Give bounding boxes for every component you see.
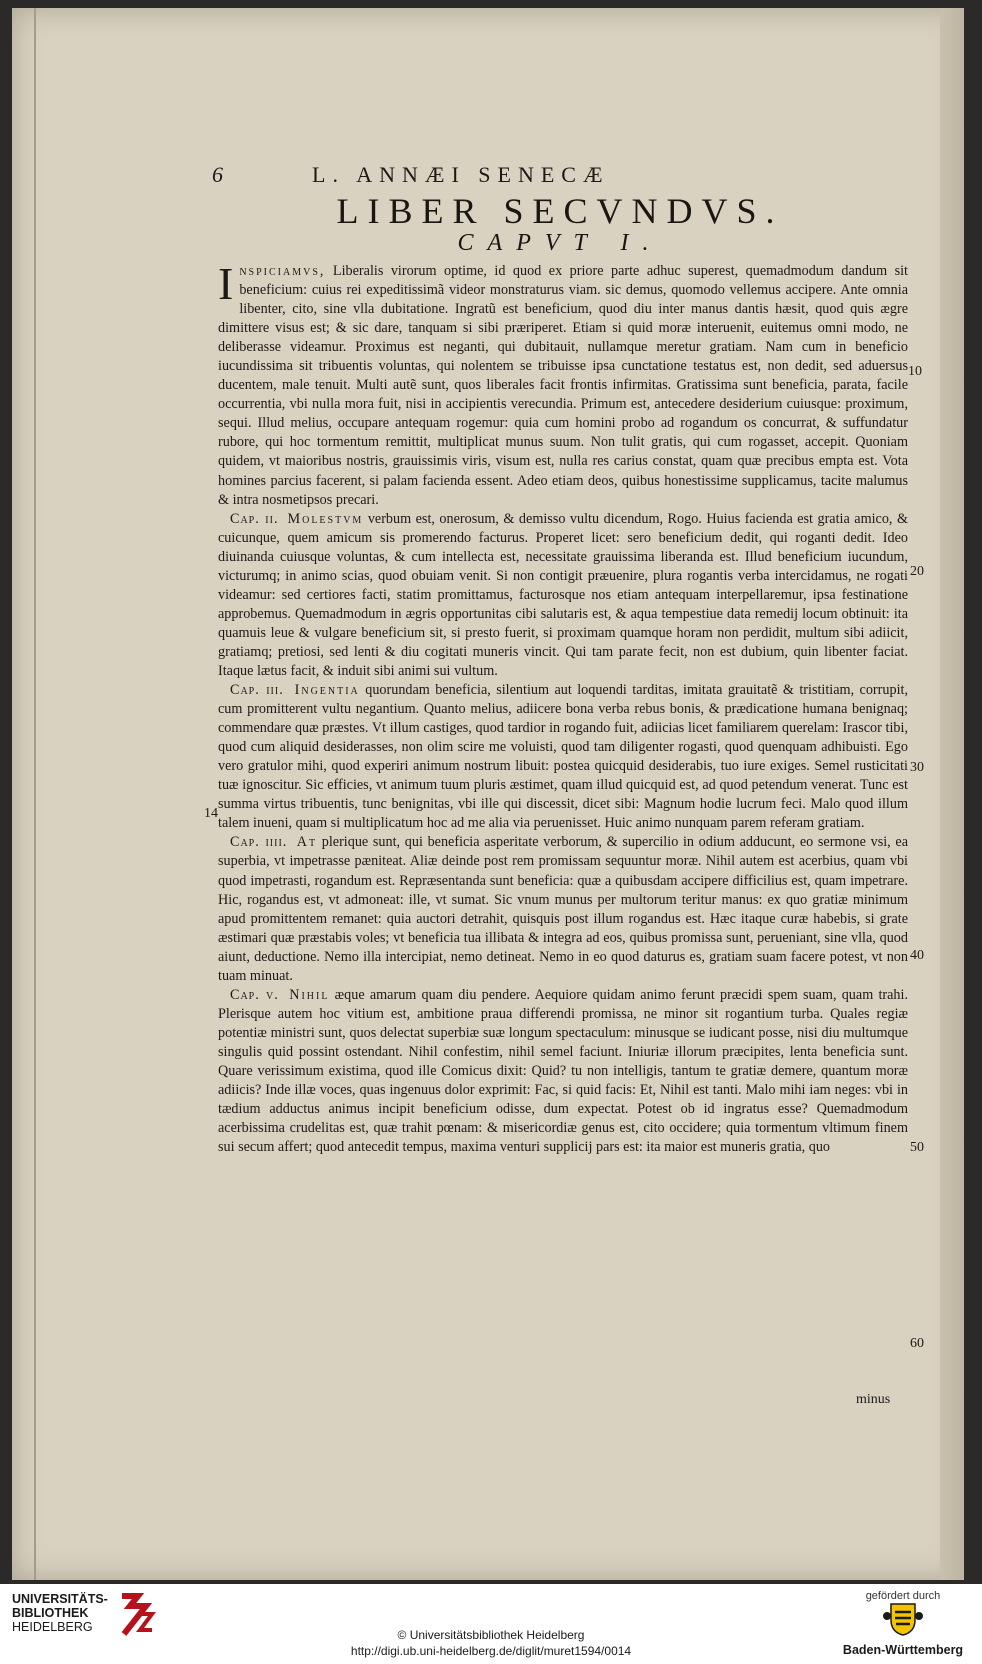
chapter-label: Cap. v.	[230, 986, 279, 1003]
library-name-line: UNIVERSITÄTS-	[12, 1592, 108, 1606]
chapter-label: Cap. iii.	[230, 682, 284, 699]
paragraph-incipit: Ingentia	[294, 682, 360, 699]
margin-line-number: 10	[908, 364, 922, 379]
paragraph-incipit: Nihil	[289, 986, 330, 1003]
sponsor-block[interactable]	[838, 1590, 968, 1657]
page-right-edge	[940, 8, 964, 1580]
paragraph-text: Liberalis virorum optime, id quod ex priore parte adhuc superest, quemadmodum dandum sit beneficium: cuius rei expeditissimã videor monstraturus viam. sic demus, quomodo vellemus accipere. Ante omnia libenter, cito, sine vlla dubitatione. Ingratũ est beneficium, quod diu inter manus dantis hæsit, quod quis ægre dimittere visus est; & sic dare, tanquam si sibi præriperet. Etiam si quid moræ interuenit, euitemus omni modo, ne deliberasse videamur. Proximus est neganti, qui dubitauit, nullamque meretur gratiam. Nam cum in beneficio iucundissima sit tribuentis voluntas, qui nolentem se tribuisse ipsa cunctatione testatus est, non dedit, sed aduersus ducentem, male tenuit. Multi autẽ sunt, quos liberales facit frontis infirmitas. Gratissima sunt beneficia, parata, facile occurrentia, vbi nulla mora fuit, nisi in accipientis verecundia. Primum est, antecedere desiderium cuiusque: proximum, sequi. Illud melius, occupare antequam rogemur: quia cum homini probo ad rogandum os concurrat, & suffundatur rubore, qui hoc tormentum remittit, multiplicat munus suum. Non tulit gratis, qui cum rogasset, accepit. Quoniam quidem, vt maioribus nostris, grauissimis viris, visum est, nulla res carius constat, quam quæ precibus empta est. Vota homines parcius facerent, si palam facienda essent. Adeo etiam deos, quibus honestissime supplicamus, tacite malumus & intra nosmetipsos precari.	[218, 263, 908, 508]
paragraph	[218, 681, 908, 833]
permalink[interactable]: http://digi.ub.uni-heidelberg.de/diglit/muret1594/0014	[350, 1644, 632, 1658]
state-name: Baden-Württemberg	[842, 1643, 964, 1657]
copyright-notice: © Universitätsbibliothek Heidelberg	[397, 1628, 585, 1642]
library-name-line: HEIDELBERG	[12, 1620, 93, 1634]
coat-of-arms-icon	[881, 1602, 925, 1636]
library-name-line: BIBLIOTHEK	[12, 1606, 89, 1620]
running-head-title: L. ANNÆI SENECÆ	[312, 162, 610, 187]
page-number: 6	[212, 162, 223, 187]
paragraph	[218, 986, 908, 1157]
margin-line-number: 30	[910, 760, 924, 775]
margin-line-number: 60	[910, 1336, 924, 1351]
paragraph-incipit: At	[296, 834, 318, 851]
paragraph	[218, 833, 908, 985]
paragraph	[218, 258, 908, 510]
chapter-label: Cap. iiii.	[230, 834, 288, 851]
paragraph-text: æque amarum quam diu pendere. Aequiore quidam animo ferunt præcidi spem suam, quam trahi. Plerisque autem hoc vitium est, ambitione praua differendi promissa, ne minor sit rogantium turba. Quales regiæ potentiæ ministri sunt, quos delectat superbiæ suæ longum spectaculum: minusque se iudicant posse, nisi diu multumque singulis quid possint ostendant. Nihil confestim, nihil semel faciunt. Iniuriæ illorum præcipites, lenta beneficia sunt. Quare verissimum existima, quod ille Comicus dixit: Quid? tu non intelligis, tantum te gratiæ demere, quantum moræ adiicis? Inde illæ voces, quas ingenuus dolor exprimit: Fac, si quid facis: Et, Nihil est tanti. Malo mihi iam neges: vbi in tædium adductus animus incipit beneficium odisse, dum expectat. Potest ob id ingratus esse? Quemadmodum acerbissima crudelitas est, quæ trahit pœnam: & misericordiæ genus est, cito occidere; quia tormentum vltimum finem sui secum affert; quod antecedit tempus, maxima venturi supplicij pars est: ita maior est muneris gratia, quo	[218, 986, 908, 1156]
margin-line-number: 20	[910, 564, 924, 579]
chapter-label: Cap. ii.	[230, 510, 279, 527]
paragraph-incipit: Inspiciamvs,	[218, 258, 326, 309]
margin-line-number: 50	[910, 1140, 924, 1155]
margin-line-number: 40	[910, 948, 924, 963]
catchword: minus	[856, 1392, 891, 1407]
paragraph	[218, 510, 908, 681]
book-title: LIBER SECVNDVS.	[336, 191, 784, 231]
chapter-heading: CAPVT I.	[457, 230, 663, 256]
text-body	[218, 258, 909, 1157]
paragraph-incipit: Molestvm	[287, 510, 364, 527]
running-header	[212, 162, 752, 188]
viewer-footer	[0, 1584, 982, 1664]
paragraph-text: quorundam beneficia, silentium aut loquendi tarditas, imitata grauitatẽ & tristitiam, corrupit, cum promitterent vultu negantium. Quanto melius, adiicere bona verba rebus bonis, & prædicatione humana benignaq; commendare quæ præstes. Vt illum castiges, quod tardior in rogando fuit, adiicias licet familiarem querelam: Irascor tibi, quod cum aliquid desiderasses, non olim scire me voluisti, quod tam diligenter rogasti, quod quenquam adhibuisti. Ego vero gratulor mihi, quod experiri animum nostrum libuit: postea quicquid desiderabis, tuo iure exiges. Semel rusticitati tuæ ignoscitur. Sic efficies, vt animum tuum pluris æstimet, quam illud quicquid est, ad quod petendum venerat. Tunc est summa virtus tribuentis, tunc benignitas, vbi ille qui discessit, dicet sibi: Magnum hodie lucrum feci. Malo quod illum talem inueni, quam si multiplicatum hoc ad me alia via peruenisset. Huic animo nunquam parem referam gratiam.	[218, 682, 909, 832]
page-fold-line	[34, 8, 36, 1580]
paragraph-text: verbum est, onerosum, & demisso vultu dicendum, Rogo. Huius facienda est gratia amico, & cuicunque, quem amicum sis promerendo facturus. Properet licet: sero beneficium dedit, qui roganti dedit. Ideo diuinanda cuiusque voluntas, & cum intellecta est, necessitate grauissima liberanda est. Illud beneficium iucundum, victurumq; in animo scias, quod obuiam venit. Si non contigit præuenire, plura rogantis verba intercidamus, ne rogati videamur: sed certiores facti, statim promittamus, facturosque nos etiam antequam interpellaremur, ipsa festinatione approbemus. Quemadmodum in ægris opportunitas cibi salutaris est, & aqua tempestiue data remedij locum obtinuit: ita quamuis leue & vulgare beneficium sit, si presto fuerit, si proximam quamque horam non perdidit, multum sibi adiicit, gratiamq; pretiosi, sed lenti & diu cogitati muneris vincit. Qui tam parate fecit, non est dubium, quin libenter faciat. Itaque lætus facit, & induit sibi animi sui vultum.	[218, 510, 908, 679]
sponsor-label: gefördert durch	[865, 1590, 941, 1602]
margin-sidenote-number: 14	[204, 806, 218, 821]
paragraph-text: plerique sunt, qui beneficia asperitate verborum, & supercilio in odium adducunt, eo sermone vsi, ea superbia, vt impetrasse pæniteat. Aliæ deinde post rem promissam sequuntur moræ. Nihil autem est acerbius, quam vbi quod impetrasti, rogandum est. Repræsentanda sunt beneficia: quæ a quibusdam accipere difficilius est, quam impetrare. Hic, rogandus est, vt admoneat: ille, vt sumat. Sic vnum munus per multorum teritur manus: ex quo gratiæ minimum apud promittentem remanet: quia auctori detrahit, quisquis post illum rogandus est. Hæc itaque curæ habebis, si grate æstimari quæ præstabis voles; vt beneficia tua illibata & integra ad eos, quibus promissa sunt, perueniant, sine vlla, quod aiunt, deductione. Nemo illa intercipiat, nemo detineat. Nemo in eo quod daturus es, gratiam suam facere potest, vt non tuam minuat.	[218, 834, 908, 984]
